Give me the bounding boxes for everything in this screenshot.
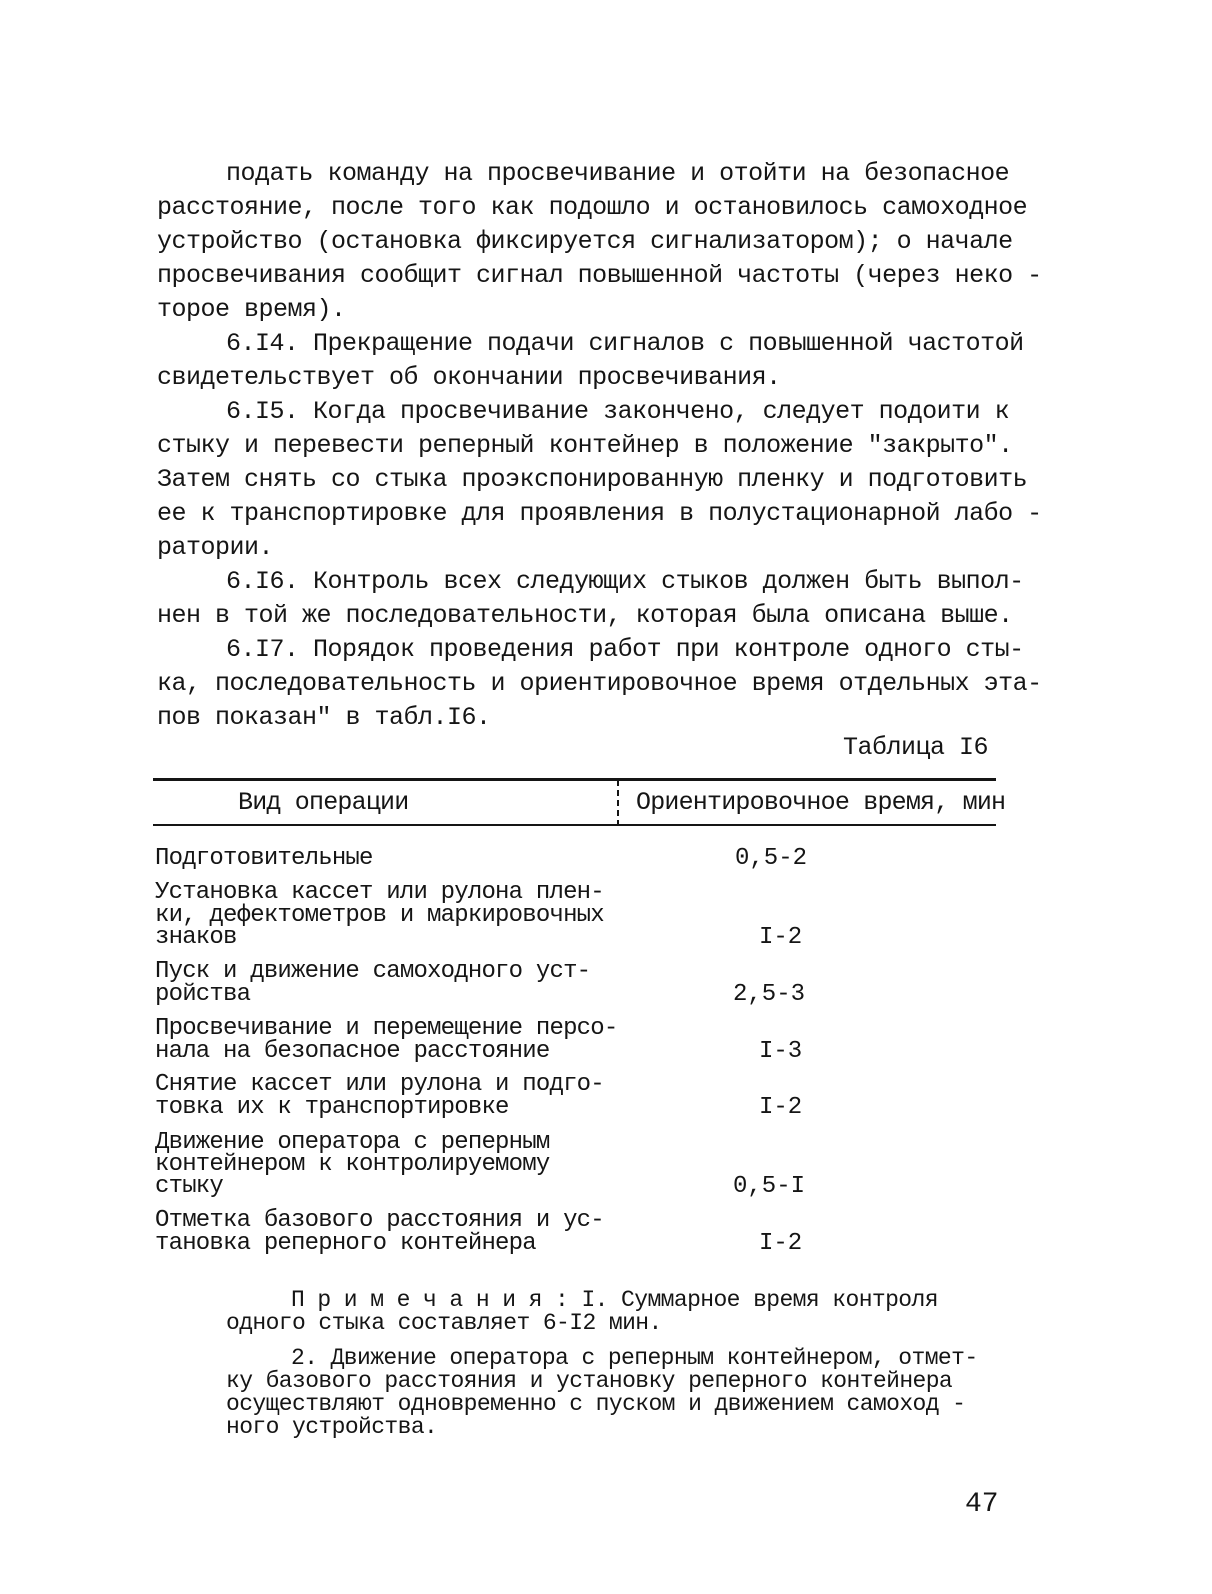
body-line: расстояние, после того как подошло и остановилось самоходное (157, 193, 1028, 222)
table-header-operation: Вид операции (238, 788, 409, 817)
note-line: П р и м е ч а н и я : I. Суммарное время контроля (291, 1287, 938, 1313)
table-row-time: 0,5-2 (735, 845, 808, 872)
table-column-divider (617, 780, 619, 826)
table-row-label: Просвечивание и перемещение персо- (155, 1015, 618, 1042)
table-row-time: I-3 (759, 1038, 803, 1065)
note-line: 2. Движение оператора с реперным контейнером, отмет- (291, 1345, 978, 1371)
body-line: свидетельствует об окончании просвечивания. (157, 363, 781, 392)
note-line: осуществляют одновременно с пуском и движением самоход - (226, 1391, 966, 1417)
table-row-time: 2,5-3 (733, 981, 806, 1008)
body-line: 6.I4. Прекращение подачи сигналов с повышенной частотой (226, 329, 1024, 358)
body-line: торое время). (157, 295, 346, 324)
note-line: ного устройства. (226, 1414, 438, 1440)
body-line: нен в той же последовательности, которая была описана выше. (157, 601, 1013, 630)
table-row-label: Пуск и движение самоходного уст- (155, 958, 591, 985)
table-row-time: I-2 (759, 1230, 803, 1257)
table-top-rule (153, 778, 996, 781)
table-row-label: Снятие кассет или рулона и подго- (155, 1071, 604, 1098)
table-row-label: стыку (155, 1173, 224, 1200)
table-header-rule (153, 824, 996, 826)
table-row-label: ройства (155, 981, 251, 1008)
table-row-time: I-2 (759, 924, 803, 951)
table-row-label: Движение оператора с реперным (155, 1129, 550, 1156)
body-line: просвечивания сообщит сигнал повышенной частоты (через неко - (157, 261, 1042, 290)
body-line: подать команду на просвечивание и отойти на безопасное (226, 159, 1010, 188)
note-line: ку базового расстояния и установку реперного контейнера (226, 1368, 953, 1394)
table-row-label: ки, дефектометров и маркировочных (155, 902, 604, 929)
body-line: устройство (остановка фиксируется сигнализатором); о начале (157, 227, 1013, 256)
body-line: ка, последовательность и ориентировочное время отдельных эта- (157, 669, 1042, 698)
table-row-label: тановка реперного контейнера (155, 1230, 536, 1257)
body-line: ее к транспортировке для проявления в полустационарной лабо - (157, 499, 1042, 528)
table-row-label: Подготовительные (155, 845, 373, 872)
table-row-label: нала на безопасное расстояние (155, 1038, 550, 1065)
table-header-time: Ориентировочное время, мин (636, 788, 1006, 817)
table-row-time: 0,5-I (733, 1173, 806, 1200)
table-row-label: контейнером к контролируемому (155, 1151, 550, 1178)
table-row-label: Отметка базового расстояния и ус- (155, 1207, 604, 1234)
body-line: стыку и перевести реперный контейнер в положение "закрыто". (157, 431, 1013, 460)
page-number: 47 (965, 1489, 999, 1520)
table-row-label: знаков (155, 924, 237, 951)
body-line: Затем снять со стыка проэкспонированную пленку и подготовить (157, 465, 1028, 494)
body-line: пов показан" в табл.I6. (157, 703, 491, 732)
body-line: 6.I7. Порядок проведения работ при контроле одного сты- (226, 635, 1024, 664)
body-line: 6.I5. Когда просвечивание закончено, следует подоити к (226, 397, 1010, 426)
table-row-label: товка их к транспортировке (155, 1094, 509, 1121)
table-row-label: Установка кассет или рулона плен- (155, 879, 604, 906)
table-row-time: I-2 (759, 1094, 803, 1121)
table-caption: Таблица I6 (843, 733, 989, 762)
body-line: ратории. (157, 533, 274, 562)
body-line: 6.I6. Контроль всех следующих стыков должен быть выпол- (226, 567, 1024, 596)
note-line: одного стыка составляет 6-I2 мин. (226, 1310, 662, 1336)
